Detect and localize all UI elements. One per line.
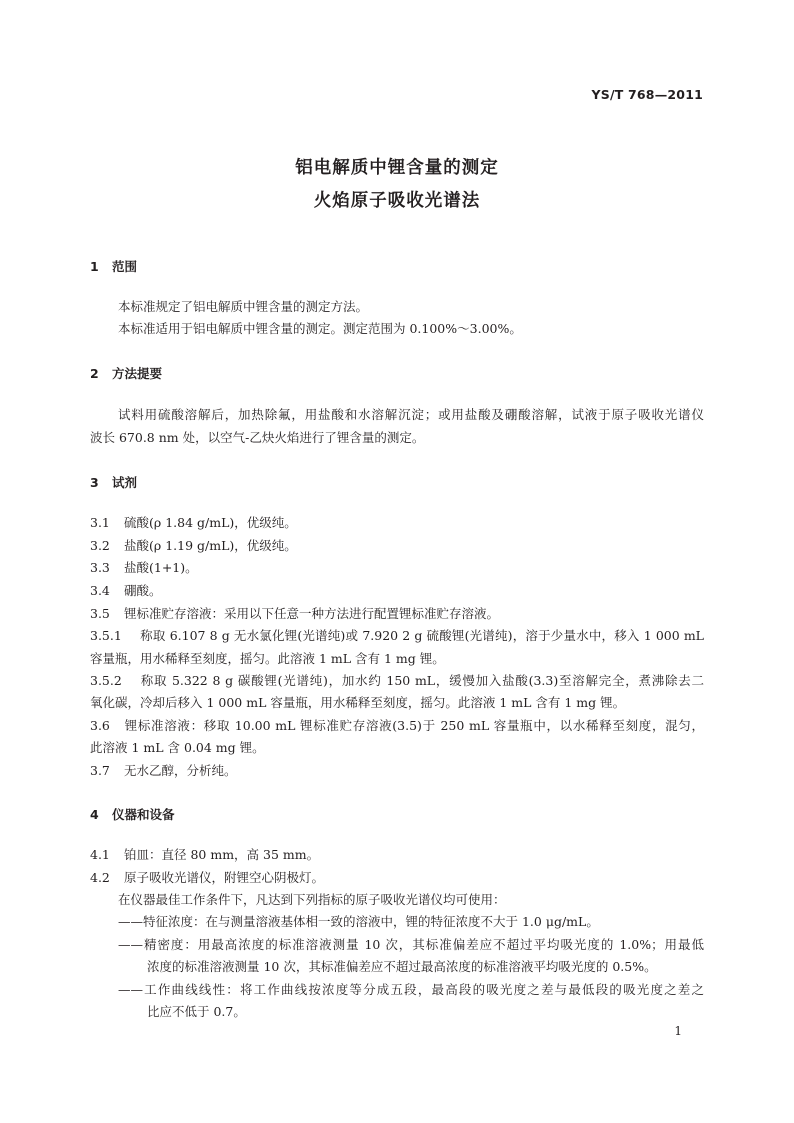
- paragraph-line: 氧化碳，冷却后移入 1 000 mL 容量瓶，用水稀释至刻度，摇匀。此溶液 1 mL 含有 1 mg 锂。: [90, 695, 626, 710]
- document-title-line1: 铝电解质中锂含量的测定: [295, 158, 499, 178]
- paragraph-line: 本标准适用于铝电解质中锂含量的测定。测定范围为 0.100%～3.00%。: [118, 321, 522, 336]
- item-number: 3.5.2: [90, 673, 122, 688]
- item-text: 盐酸(1+1)。: [124, 560, 198, 575]
- item-number: 3.5: [90, 606, 110, 621]
- item-text: 称取 6.107 8 g 无水氯化锂(光谱纯)或 7.920 2 g 硫酸锂(光谱纯)，溶于少量水中，移入 1 000 mL: [140, 628, 704, 643]
- item-number: 4.1: [90, 847, 110, 862]
- item-text: 无水乙醇，分析纯。: [124, 763, 237, 778]
- item-number: 4.2: [90, 870, 110, 885]
- section-title: 试剂: [112, 475, 138, 490]
- list-item: [90, 870, 324, 886]
- paragraph-line: 浓度的标准溶液测量 10 次，其标准偏差应不超过最高浓度的标准溶液平均吸光度的 0.5%。: [147, 959, 657, 974]
- standard-code: YS/T 768—2011: [591, 87, 703, 102]
- item-text: 原子吸收光谱仪，附锂空心阴极灯。: [124, 870, 325, 885]
- item-text: 称取 5.322 8 g 碳酸锂(光谱纯)，加水约 150 mL，缓慢加入盐酸(3.3)至溶解完全，煮沸除去二: [140, 673, 704, 688]
- list-item: [90, 628, 704, 644]
- bullet-item: ——工作曲线线性：将工作曲线按浓度等分成五段，最高段的吸光度之差与最低段的吸光度之差之: [118, 982, 704, 997]
- section-title: 范围: [112, 259, 138, 274]
- item-text: 锂标准贮存溶液：采用以下任意一种方法进行配置锂标准贮存溶液。: [124, 606, 500, 621]
- item-number: 3.4: [90, 583, 110, 598]
- document-title-line2: 火焰原子吸收光谱法: [313, 191, 481, 211]
- item-number: 3.7: [90, 763, 110, 778]
- section-number: 4: [90, 807, 99, 822]
- section-heading-reagents: [90, 473, 137, 491]
- list-item: [90, 560, 198, 576]
- section-title: 仪器和设备: [112, 807, 175, 822]
- section-number: 2: [90, 366, 99, 381]
- item-number: 3.6: [90, 718, 110, 733]
- list-item: [90, 606, 499, 622]
- item-number: 3.3: [90, 560, 110, 575]
- list-item: [90, 847, 319, 863]
- bullet-item: ——特征浓度：在与测量溶液基体相一致的溶液中，锂的特征浓度不大于 1.0 μg/mL。: [118, 914, 599, 929]
- section-number: 3: [90, 475, 99, 490]
- section-heading-scope: [90, 257, 137, 275]
- list-item: [90, 718, 704, 734]
- list-item: [90, 763, 237, 779]
- section-number: 1: [90, 259, 99, 274]
- item-number: 3.5.1: [90, 628, 122, 643]
- paragraph-line: 容量瓶，用水稀释至刻度，摇匀。此溶液 1 mL 含有 1 mg 锂。: [90, 651, 445, 666]
- list-item: [90, 538, 297, 554]
- list-item: [90, 515, 297, 531]
- section-title: 方法提要: [112, 366, 163, 381]
- paragraph-line: 波长 670.8 nm 处，以空气-乙炔火焰进行了锂含量的测定。: [90, 430, 425, 445]
- item-text: 硫酸(ρ 1.84 g/mL)，优级纯。: [124, 515, 297, 530]
- item-text: 盐酸(ρ 1.19 g/mL)，优级纯。: [124, 538, 297, 553]
- list-item: [90, 583, 162, 599]
- item-text: 锂标准溶液：移取 10.00 mL 锂标准贮存溶液(3.5)于 250 mL 容量瓶中，以水稀释至刻度，混匀，: [124, 718, 704, 733]
- item-number: 3.1: [90, 515, 110, 530]
- page-number: 1: [674, 1024, 682, 1038]
- bullet-item: ——精密度：用最高浓度的标准溶液测量 10 次，其标准偏差应不超过平均吸光度的 1.0%；用最低: [118, 937, 704, 952]
- paragraph-line: 在仪器最佳工作条件下，凡达到下列指标的原子吸收光谱仪均可使用：: [118, 892, 506, 907]
- item-number: 3.2: [90, 538, 110, 553]
- item-text: 硼酸。: [124, 583, 162, 598]
- paragraph-line: 此溶液 1 mL 含 0.04 mg 锂。: [90, 740, 265, 755]
- list-item: [90, 673, 704, 689]
- section-heading-instruments: [90, 805, 175, 823]
- paragraph-line: 比应不低于 0.7。: [147, 1004, 246, 1019]
- item-text: 铂皿：直径 80 mm，高 35 mm。: [124, 847, 320, 862]
- paragraph-line: 本标准规定了铝电解质中锂含量的测定方法。: [118, 299, 369, 314]
- paragraph-line: 试料用硫酸溶解后，加热除氟，用盐酸和水溶解沉淀；或用盐酸及硼酸溶解，试液于原子吸收光谱仪: [118, 407, 704, 422]
- section-heading-method: [90, 364, 162, 382]
